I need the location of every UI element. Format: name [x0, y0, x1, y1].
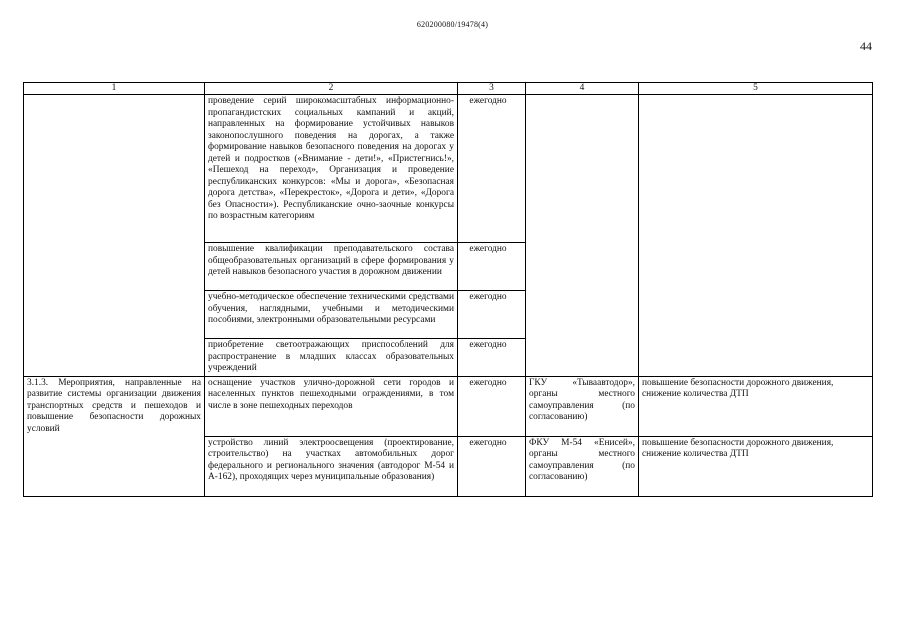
measure-cell: оснащение участков улично-дорожной сети городов и населенных пунктов пешеходными ограждениями, в том числе в зоне пешеходных переходов [205, 376, 458, 436]
document-id: 620200080/19478(4) [416, 20, 489, 29]
column-number: 5 [639, 83, 873, 95]
result-cell: повышение безопасности дорожного движения, снижение количества ДТП [639, 376, 873, 436]
executor-cell: ФКУ М-54 «Енисей», органы местного самоуправления (по согласованию) [526, 436, 639, 496]
section-title-cell: 3.1.3. Мероприятия, направленные на развитие системы организации движения транспортных средств и пешеходов и повышение безопасности дорожных условий [24, 376, 205, 496]
result-cell-empty [639, 95, 873, 377]
column-number: 1 [24, 83, 205, 95]
period-cell: ежегодно [458, 95, 526, 243]
section-cell-empty [24, 95, 205, 377]
measures-table [23, 82, 873, 497]
column-number: 2 [205, 83, 458, 95]
measure-cell: проведение серий широкомасштабных информационно-пропагандистских социальных кампаний и акций, направленных на формирование устойчивых навыков законопослушного поведения на дорогах, а также формирование навыков безопасного поведения на дорогах у детей и подростков («Внимание - дети!», «Пристегнись!», «Пешеход на переход», Организация и проведение республиканских конкурсов: «Мы и дорога», «Безопасная дорога детства», «Перекресток», «Дорога и дети», «Дорога без Опасности»). Республиканские очно-заочные конкурсы по возрастным категориям [205, 95, 458, 243]
measure-cell: приобретение светоотражающих приспособлений для распространение в младших классах образовательных учреждений [205, 339, 458, 377]
period-cell: ежегодно [458, 243, 526, 291]
column-number: 4 [526, 83, 639, 95]
table-row [24, 376, 873, 436]
period-cell: ежегодно [458, 436, 526, 496]
executor-cell-empty [526, 95, 639, 377]
column-number-row [24, 83, 873, 95]
period-cell: ежегодно [458, 291, 526, 339]
executor-cell: ГКУ «Тываавтодор», органы местного самоуправления (по согласованию) [526, 376, 639, 436]
measure-cell: повышение квалификации преподавательского состава общеобразовательных организаций в сфере формирования у детей навыков безопасного участия в дорожном движении [205, 243, 458, 291]
result-cell: повышение безопасности дорожного движения, снижение количества ДТП [639, 436, 873, 496]
measure-cell: учебно-методическое обеспечение техническими средствами обучения, наглядными, учебными и методическими пособиями, электронными образовательными ресурсами [205, 291, 458, 339]
period-cell: ежегодно [458, 376, 526, 436]
measure-cell: устройство линий электроосвещения (проектирование, строительство) на участках автомобильных дорог федерального и регионального значения (автодорог М-54 и А-162), проходящих через муниципальные образования) [205, 436, 458, 496]
page-number: 44 [860, 39, 872, 53]
period-cell: ежегодно [458, 339, 526, 377]
column-number: 3 [458, 83, 526, 95]
table-row [24, 95, 873, 243]
